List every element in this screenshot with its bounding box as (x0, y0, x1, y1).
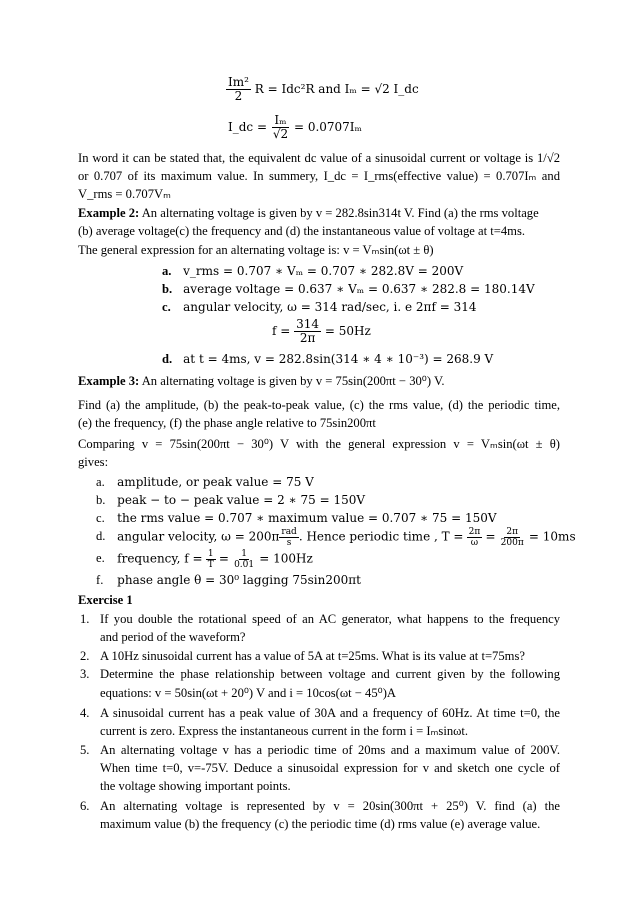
numerator: Iₘ (274, 113, 287, 127)
equation-frequency (272, 318, 371, 345)
item-label: c. (162, 300, 171, 314)
item-text: frequency, f = (117, 551, 203, 566)
unit-fraction (279, 527, 298, 548)
item-label: e. (96, 551, 105, 566)
list-item (162, 281, 535, 297)
list-item (162, 263, 463, 279)
item-text: average voltage = 0.637 ∗ Vₘ = 0.637 ∗ 282.8 = 180.14V (183, 282, 535, 296)
item-text: = 100Hz (259, 551, 313, 566)
item-label: b. (162, 282, 173, 296)
item-text: at t = 4ms, v = 282.8sin(314 ∗ 4 ∗ 10⁻³) = 268.9 V (183, 352, 494, 366)
list-item (96, 492, 365, 508)
equation-rhs: = 0.0707Iₘ (293, 120, 362, 134)
exercise-line: Determine the phase relationship between voltage and current given by the following (100, 667, 560, 681)
equation-idc (228, 114, 362, 141)
example-label: Example 3: (78, 374, 140, 388)
equation-rhs: = 50Hz (324, 324, 371, 338)
item-text: angular velocity, ω = 200π (117, 529, 280, 544)
denominator: ω (470, 538, 479, 548)
fraction (271, 114, 290, 141)
item-label: b. (96, 493, 106, 507)
list-item (162, 351, 493, 367)
equation-text: R = Idc²R and Iₘ = √2 I_dc (254, 82, 419, 96)
equation-lhs: f = (272, 324, 291, 338)
item-text: angular velocity, ω = 314 rad/sec, i. e 2πf = 314 (183, 300, 477, 314)
exercise-line: A sinusoidal current has a peak value of 30A and a frequency of 60Hz. At time t=0, the (100, 706, 560, 720)
item-text: peak − to − peak value = 2 ∗ 75 = 150V (117, 493, 366, 507)
denominator: T (207, 560, 214, 570)
list-item (96, 510, 497, 526)
item-text: amplitude, or peak value = 75 V (117, 475, 314, 489)
exercise-line: An alternating voltage v has a periodic time of 20ms and a maximum value of 200V. (100, 743, 560, 757)
fraction (232, 549, 256, 570)
exercise-number: 3. (80, 667, 90, 681)
item-text: the rms value = 0.707 ∗ maximum value = 0.707 ∗ 75 = 150V (117, 511, 497, 525)
exercise-line: and period of the waveform? (100, 630, 246, 644)
exercise-number: 4. (80, 706, 90, 720)
list-item (96, 474, 314, 490)
denominator: 200π (500, 538, 524, 548)
example3-heading-line (78, 373, 445, 389)
item-text: v_rms = 0.707 ∗ Vₘ = 0.707 ∗ 282.8V = 200V (183, 264, 464, 278)
exercise-line: A 10Hz sinusoidal current has a value of 5A at t=25ms. What is its value at t=75ms? (100, 649, 525, 663)
list-item (162, 299, 476, 315)
denominator: √2 (272, 127, 289, 141)
paragraph-line: Find (a) the amplitude, (b) the peak-to-peak value, (c) the rms value, (d) the periodic time, (78, 398, 560, 412)
paragraph-line: gives: (78, 455, 109, 469)
fraction (499, 527, 526, 548)
paragraph-line: (e) the frequency, (f) the phase angle relative to 75sin200πt (78, 416, 376, 430)
paragraph-line: (b) average voltage(c) the frequency and (d) the instantaneous value of voltage at t=4ms. (78, 224, 526, 238)
numerator: 2π (506, 527, 519, 537)
exercise-line: maximum value (b) the frequency (c) the periodic time (d) rms value (e) average value. (100, 817, 541, 831)
list-item (96, 572, 361, 588)
example-text: An alternating voltage is given by v = 75sin(200πt − 30⁰) V. (141, 374, 445, 388)
paragraph-line: In word it can be stated that, the equivalent dc value of a sinusoidal current or voltage is 1/√2 (78, 151, 560, 165)
item-label: a. (96, 475, 105, 489)
exercise-number: 5. (80, 743, 90, 757)
fraction (226, 76, 251, 103)
item-label: d. (96, 529, 106, 544)
exercise-number: 1. (80, 612, 90, 626)
fraction (467, 527, 483, 548)
numerator: 2π (468, 527, 481, 537)
exercise-number: 2. (80, 649, 90, 663)
exercise-line: current is zero. Express the instantaneous current in the form i = Iₘsinωt. (100, 724, 469, 738)
denominator: s (286, 538, 292, 548)
example2-heading-line (78, 205, 539, 221)
paragraph-line: The general expression for an alternating voltage is: v = Vₘsin(ωt ± θ) (78, 243, 434, 257)
exercise-line: equations: v = 50sin(ωt + 20⁰) V and i = 10cos(ωt − 45⁰)A (100, 686, 396, 700)
paragraph-line: V_rms = 0.707Vₘ (78, 187, 171, 201)
denominator: 2 (234, 89, 243, 103)
paragraph-line: Comparing v = 75sin(200πt − 30⁰) V with the general expression v = Vₘsin(ωt ± θ) (78, 437, 560, 451)
exercise-line: When time t=0, v=-75V. Deduce a sinusoidal expression for v and sketch one cycle of (100, 761, 560, 775)
equation-power (226, 76, 419, 103)
item-label: f. (96, 573, 104, 587)
numerator: Im² (228, 75, 249, 89)
numerator: rad (281, 527, 297, 537)
list-item: e. frequency, f = $\frac{1}{T}$ = $\frac{1}{0.01}$ = 100Hz (96, 549, 313, 570)
exercise-number: 6. (80, 799, 90, 813)
fraction (294, 318, 321, 345)
paragraph-line: or 0.707 of its maximum value. In summery, I_dc = I_rms(effective value) = 0.707Iₘ and (78, 169, 560, 183)
exercise-line: An alternating voltage is represented by v = 20sin(300πt + 25⁰) V. find (a) the (100, 799, 560, 813)
item-label: c. (96, 511, 105, 525)
exercise-line: If you double the rotational speed of an AC generator, what happens to the frequency (100, 612, 560, 626)
example-text: An alternating voltage is given by v = 282.8sin314t V. Find (a) the rms voltage (141, 206, 539, 220)
list-item: d. angular velocity, ω = 200π $\frac{\text{rad}}{s}$ . Hence periodic time , T = $\frac{2\pi}{\omega}$ = $\frac{2\pi}{200\pi}$ = 10ms (96, 527, 576, 548)
item-label: a. (162, 264, 172, 278)
numerator: 1 (207, 549, 214, 559)
item-text: . Hence periodic time , T = (298, 529, 464, 544)
denominator: 0.01 (234, 560, 255, 570)
exercise-title: Exercise 1 (78, 593, 133, 607)
fraction (206, 549, 216, 570)
item-text: phase angle θ = 30⁰ lagging 75sin200πt (117, 573, 361, 587)
numerator: 314 (296, 317, 320, 331)
example-label: Example 2: (78, 206, 140, 220)
exercise-line: the voltage showing important points. (100, 779, 291, 793)
item-label: d. (162, 352, 173, 366)
equation-lhs: I_dc = (228, 120, 268, 134)
numerator: 1 (241, 549, 247, 559)
denominator: 2π (299, 331, 316, 345)
item-text: = 10ms (528, 529, 576, 544)
